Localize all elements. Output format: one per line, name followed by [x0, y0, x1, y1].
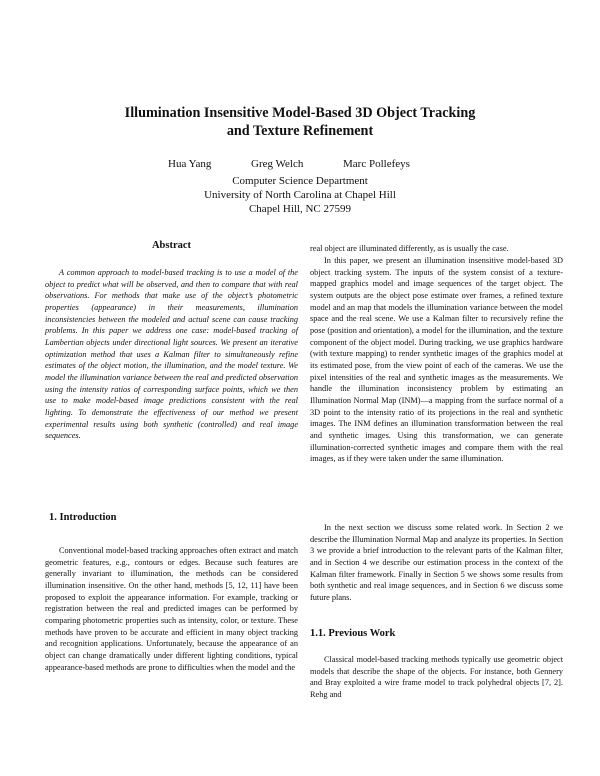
affiliation-address: Chapel Hill, NC 27599: [248, 203, 352, 215]
introduction-paragraph-1: Conventional model-based tracking approaches often extract and match geometric features, e.g., contours or edges. Because such features are generally invariant to illumination, the methods can be considered illumination insensitive. On the other hand, methods [5, 12, 11] have been proposed to exploit the appearance information. For example, tracking or registration between the real and predicted images can be performed by comparing photometric properties such as intensity, color, or texture. These methods have proven to be accurate and efficient in many object tracking and recognition applications. Unfortunately, because the appearance of an object can change dramatically under different lighting conditions, typical appearance-based methods are prone to difficulties when the model and the: [45, 546, 298, 672]
previous-work-heading: 1.1. Previous Work: [310, 628, 396, 639]
introduction-paragraph-1-continued: real object are illuminated differently, as is usually the case.: [310, 244, 509, 253]
author-name: Greg Welch: [251, 158, 304, 170]
abstract-text: A common approach to model-based tracking is to use a model of the object to predict what will be observed, and then to compare that with real observations. For methods that make use of the object’s photometric properties (appearance) in their measurements, illumination inconsistencies between the modeled and actual scene can cause tracking problems. In this paper we address one case: model-based tracking of Lambertian objects under directional light sources. We present an iterative optimization method that uses a Kalman filter to simultaneously refine estimates of the object motion, the illumination, and the model texture. We model the illumination variance between the real and predicted observation using the intensity ratios of corresponding surface points, which we then use to make model-based image predictions consistent with the real lighting. To demonstrate the effectiveness of our method we present experimental results using both synthetic (controlled) and real image sequences.: [45, 268, 298, 441]
abstract-heading: Abstract: [151, 240, 192, 251]
previous-work-paragraph-1: Classical model-based tracking methods typically use geometric object models that describe the shape of the objects. For instance, both Gennery and Bray exploited a wire frame model to track polyhedral objects [7, 2]. Rehg and: [310, 655, 563, 699]
introduction-paragraph-2: In this paper, we present an illumination insensitive model-based 3D object tracking system. The inputs of the system consist of a texture-mapped graphics model and image sequences of the target object. The system outputs are the object pose estimate over frames, a refined texture model and an map that models the illumination variance between the model space and the real scene. We use a Kalman filter to recursively refine the pose (position and orientation), a model for the illumination, and the texture component of the object model. During tracking, we use graphics hardware (with texture mapping) to render synthetic images of the graphics model at its estimated pose, from the view point of each of the cameras. We use the pixel intensities of the real and synthetic images as the measurements. We handle the illumination inconsistency problem by estimating an Illumination Normal Map (INM)—a mapping from the surface normal of a 3D point to the intensity ratio of its projections in the real and synthetic images. The INM defines an illumination transformation between the real and synthetic images. Using this transformation, we can generate illumination-corrected synthetic images and compare them with the real images, as if they were taken under the same illumination.: [310, 256, 563, 464]
affiliation-university: University of North Carolina at Chapel Hill: [204, 189, 396, 201]
author-name: Marc Pollefeys: [343, 158, 410, 170]
affiliation-department: Computer Science Department: [232, 175, 368, 187]
introduction-heading: 1. Introduction: [49, 512, 117, 523]
paper-title-line-1: Illumination Insensitive Model-Based 3D Object Tracking: [124, 105, 476, 121]
introduction-paragraph-3: In the next section we discuss some related work. In Section 2 we describe the Illumination Normal Map and analyze its properties. In Section 3 we provide a brief introduction to the relevant parts of the Kalman filter, and in Section 4 we describe our estimation process in the context of the Kalman filter framework. Finally in Section 5 we shows some results from both synthetic and real image sequences, and in Section 6 we discuss some future plans.: [310, 523, 563, 602]
author-name: Hua Yang: [168, 158, 212, 170]
paper-title-line-2: and Texture Refinement: [226, 123, 374, 139]
author-list: [0, 158, 600, 172]
